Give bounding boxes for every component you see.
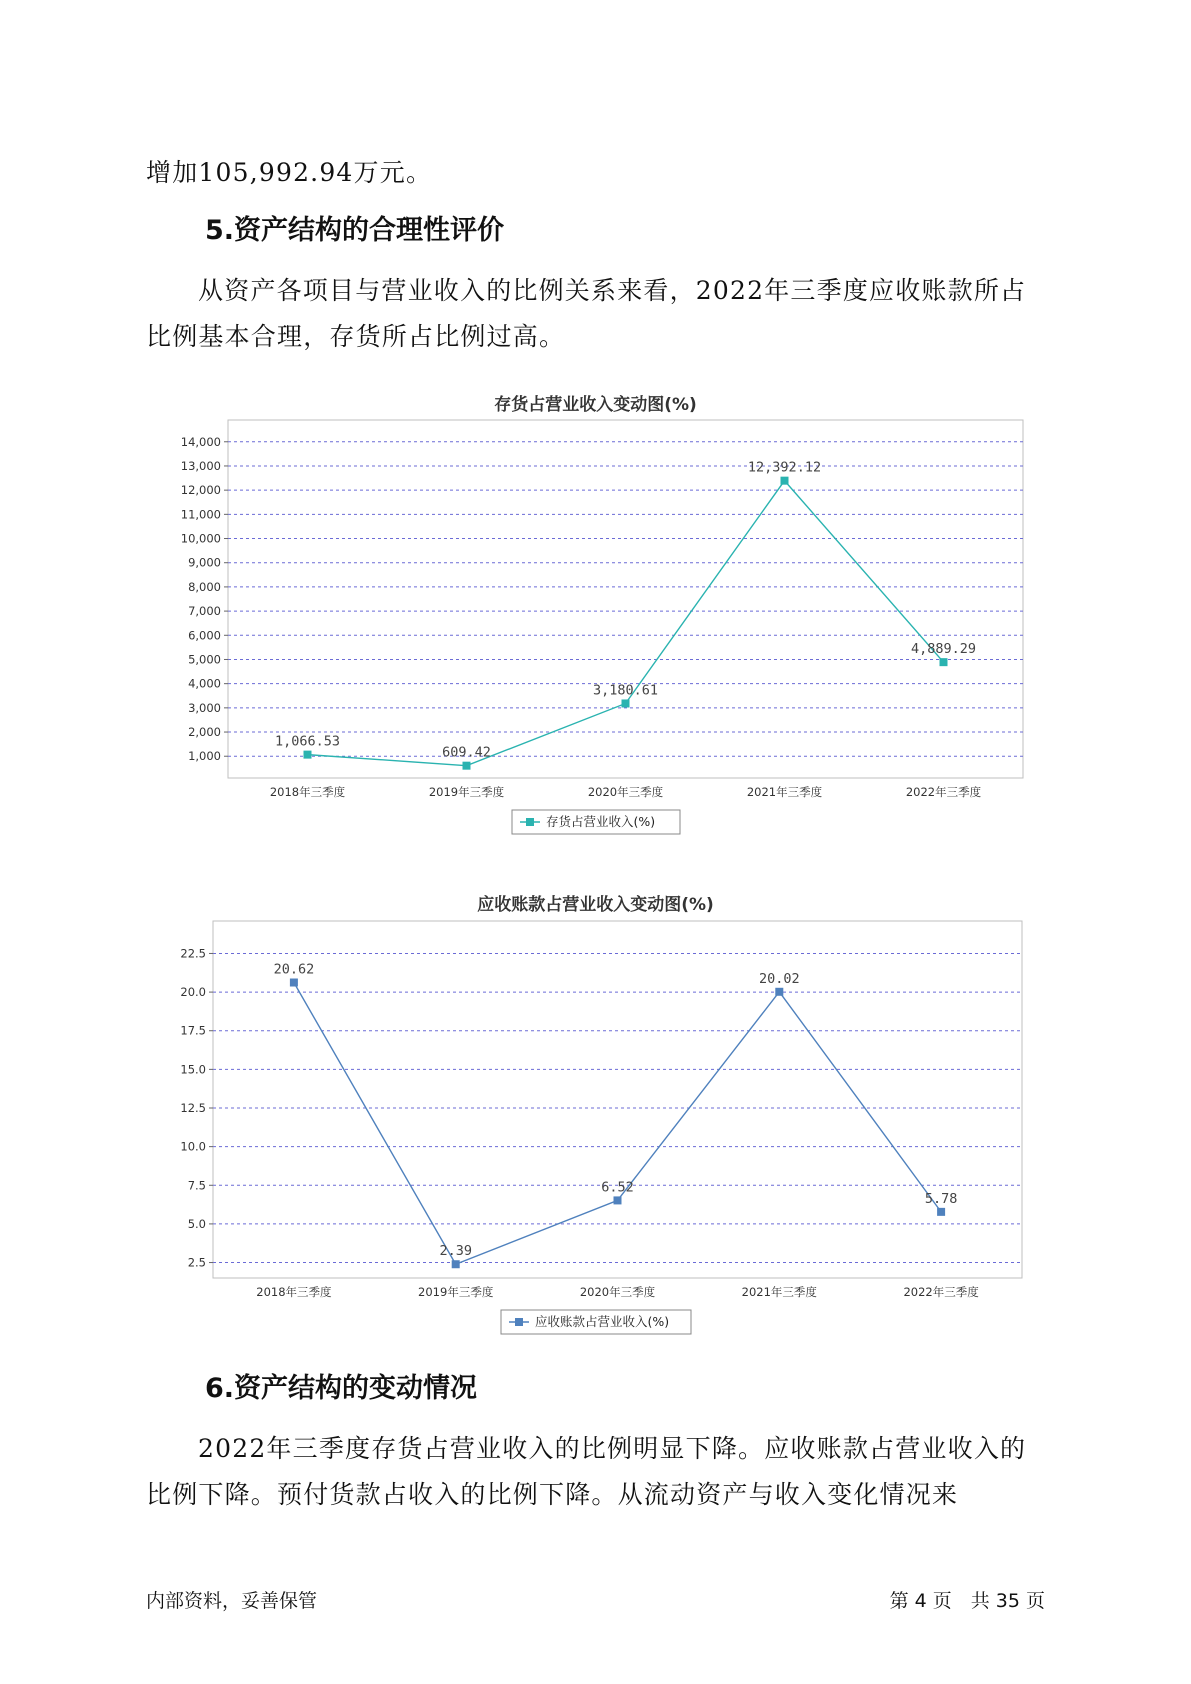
y-tick-label: 22.5 bbox=[180, 946, 206, 961]
y-tick-label: 20.0 bbox=[180, 985, 206, 1000]
data-label: 3,180.61 bbox=[592, 682, 659, 699]
y-tick-label: 5.0 bbox=[187, 1216, 206, 1231]
x-tick-label: 2022年三季度 bbox=[905, 785, 982, 799]
y-tick-label: 2,000 bbox=[188, 725, 221, 740]
data-label: 1,066.53 bbox=[274, 733, 341, 750]
footer-left: 内部资料，妥善保管 bbox=[146, 1590, 318, 1612]
data-label: 6.52 bbox=[601, 1179, 634, 1196]
y-tick-label: 11,000 bbox=[180, 507, 221, 522]
section-heading-6: 6.资产结构的变动情况 bbox=[205, 1373, 478, 1404]
y-tick-label: 10,000 bbox=[180, 531, 221, 546]
y-tick-label: 2.5 bbox=[187, 1255, 206, 1270]
x-tick-label: 2018年三季度 bbox=[269, 785, 346, 799]
data-point bbox=[452, 1260, 460, 1268]
y-tick-label: 6,000 bbox=[188, 628, 221, 643]
data-point bbox=[290, 979, 298, 987]
x-tick-label: 2020年三季度 bbox=[587, 785, 664, 799]
text-line-top: 增加105,992.94万元。 bbox=[146, 158, 433, 187]
data-point bbox=[775, 988, 783, 996]
y-tick-label: 17.5 bbox=[180, 1023, 206, 1038]
y-tick-label: 7,000 bbox=[188, 604, 221, 619]
y-tick-label: 7.5 bbox=[187, 1178, 206, 1193]
x-tick-label: 2018年三季度 bbox=[256, 1285, 332, 1299]
legend-label: 存货占营业收入(%) bbox=[546, 814, 656, 829]
x-tick-label: 2021年三季度 bbox=[746, 785, 823, 799]
y-tick-label: 8,000 bbox=[188, 579, 221, 594]
x-tick-label: 2019年三季度 bbox=[418, 1285, 494, 1299]
x-tick-label: 2020年三季度 bbox=[579, 1285, 656, 1299]
paragraph-section-6: 2022年三季度存货占营业收入的比例明显下降。应收账款占营业收入的比例下降。预付货款占收入的比例下降。从流动资产与收入变化情况来 bbox=[146, 1434, 1027, 1509]
footer-page-number: 第 4 页 共 35 页 bbox=[889, 1590, 1045, 1612]
chart-1-title: 存货占营业收入变动图(%) bbox=[494, 395, 697, 415]
x-tick-label: 2021年三季度 bbox=[741, 1285, 817, 1299]
section-heading-5: 5.资产结构的合理性评价 bbox=[205, 215, 505, 246]
y-tick-label: 9,000 bbox=[188, 555, 221, 570]
paragraph-section-5: 从资产各项目与营业收入的比例关系来看，2022年三季度应收账款所占比例基本合理，存货所占比例过高。 bbox=[146, 276, 1027, 351]
y-tick-label: 4,000 bbox=[188, 676, 221, 691]
data-label: 20.62 bbox=[273, 961, 315, 978]
data-label: 5.78 bbox=[924, 1190, 958, 1207]
data-label: 20.02 bbox=[758, 970, 800, 987]
data-point bbox=[614, 1196, 622, 1204]
data-label: 2.39 bbox=[439, 1243, 472, 1260]
data-point bbox=[937, 1208, 945, 1216]
plot-area bbox=[213, 921, 1022, 1278]
y-tick-label: 15.0 bbox=[180, 1062, 206, 1077]
y-tick-label: 5,000 bbox=[188, 652, 221, 667]
y-tick-label: 12.5 bbox=[180, 1101, 206, 1115]
y-tick-label: 13,000 bbox=[180, 458, 221, 473]
x-tick-label: 2022年三季度 bbox=[903, 1285, 979, 1299]
y-tick-label: 14,000 bbox=[180, 434, 221, 449]
data-label: 12,392.12 bbox=[747, 459, 822, 476]
data-label: 609.42 bbox=[442, 744, 491, 761]
y-tick-label: 3,000 bbox=[188, 700, 221, 715]
data-label: 4,889.29 bbox=[910, 641, 977, 658]
y-tick-label: 10.0 bbox=[180, 1139, 206, 1154]
y-tick-label: 12,000 bbox=[180, 483, 221, 498]
y-tick-label: 1,000 bbox=[188, 749, 221, 764]
legend-swatch-marker bbox=[515, 1318, 523, 1326]
legend-label: 应收账款占营业收入(%) bbox=[535, 1314, 670, 1329]
chart-2-title: 应收账款占营业收入变动图(%) bbox=[477, 895, 714, 915]
x-tick-label: 2019年三季度 bbox=[428, 785, 505, 799]
